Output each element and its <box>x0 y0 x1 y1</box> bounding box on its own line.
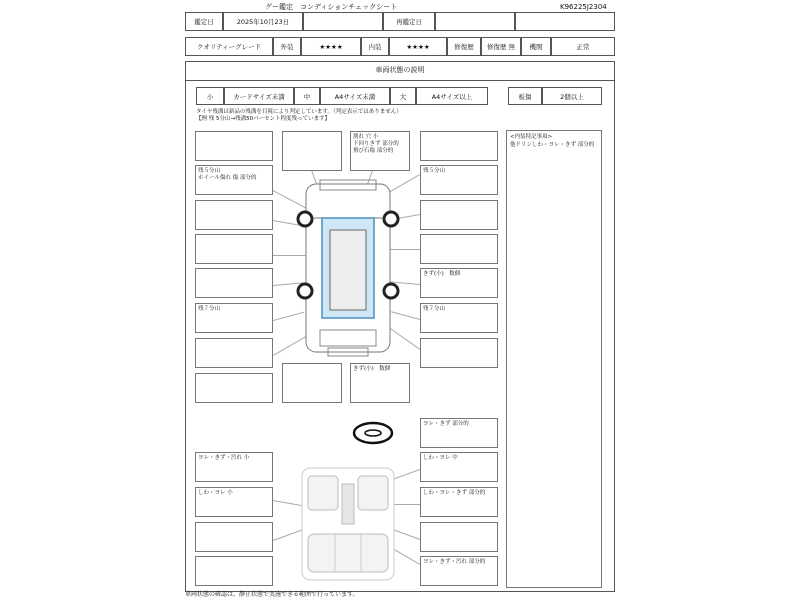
exterior-label: 外装 <box>273 37 301 56</box>
interior-box-left-4 <box>195 556 273 586</box>
interior-box-left-1 <box>195 452 273 482</box>
damage-note: 残７分山 <box>423 306 446 312</box>
sheet-code: K96225J2304 <box>560 3 607 11</box>
damage-note: 残５分山 <box>423 168 446 174</box>
legend-small: 小 <box>196 87 224 105</box>
tire-legend <box>508 87 602 105</box>
sheet-title: グー鑑定 コンディションチェックシート <box>265 3 398 11</box>
interior-notes-title: <内装特記事項> <box>510 134 553 140</box>
date-blank <box>303 12 383 31</box>
interior-box-right-4 <box>420 522 498 552</box>
steering-wheel-icon <box>352 421 394 445</box>
interior-box-right-2 <box>420 452 498 482</box>
damage-box-left-7 <box>195 338 273 368</box>
tire-label: 板傷 <box>508 87 542 105</box>
note-line-1: タイヤ残溝は新品の残溝を目視により判定しています。（判定表示ではありません） <box>196 109 402 115</box>
interior-notes-text: 他ドリンしわ・ヨレ・きず 部分的 <box>510 142 595 148</box>
legend-medium: 中 <box>294 87 320 105</box>
damage-box-left-2 <box>195 165 273 195</box>
rear-right-wheel-icon <box>382 282 400 300</box>
damage-note: ヨレ・きず 部分的 <box>423 421 469 427</box>
damage-box-bottom-right <box>350 363 410 403</box>
interior-notes-panel <box>506 130 602 588</box>
damage-box-right-3 <box>420 200 498 230</box>
legend-large: 大 <box>390 87 416 105</box>
meter-value: 正常 <box>551 37 615 56</box>
date-label: 鑑定日 <box>185 12 223 31</box>
damage-box-right-6 <box>420 303 498 333</box>
damage-note: きず(小) 数個 <box>423 271 461 277</box>
recheck-value <box>435 12 515 31</box>
interior-label: 内装 <box>361 37 389 56</box>
interior-box-right-1 <box>420 418 498 448</box>
grade-label: クオリティーグレード <box>185 37 273 56</box>
grade-row <box>185 37 615 56</box>
date-value: 2025年10月23日 <box>223 12 303 31</box>
car-exterior-diagram <box>292 178 404 358</box>
date-row <box>185 12 615 31</box>
meter-label: 機関 <box>521 37 551 56</box>
front-left-wheel-icon <box>296 210 314 228</box>
damage-note: しわ・ヨレ・きず 部分的 <box>423 490 486 496</box>
damage-note: 割れ 穴 小 下回りきず 部分的 飛び石傷 部分的 <box>353 134 399 154</box>
damage-box-bottom-left <box>282 363 342 403</box>
damage-box-right-4 <box>420 234 498 264</box>
car-interior-diagram <box>296 462 400 586</box>
legend-large-desc: A4サイズ以上 <box>416 87 488 105</box>
interior-value: ★★★★ <box>389 37 447 56</box>
size-legend <box>196 87 488 105</box>
front-right-wheel-icon <box>382 210 400 228</box>
damage-note: ヨレ・きず・汚れ 部分的 <box>423 559 486 565</box>
damage-box-left-4 <box>195 234 273 264</box>
damage-note: しわ・ヨレ 小 <box>198 490 233 496</box>
recheck-label: 再鑑定日 <box>383 12 435 31</box>
damage-box-left-8 <box>195 373 273 403</box>
legend-small-desc: カードサイズ未満 <box>224 87 294 105</box>
damage-box-right-5 <box>420 268 498 298</box>
interior-box-right-3 <box>420 487 498 517</box>
note-line-2: 【例 残 5分山→残溝50パーセント程度残っています】 <box>196 116 330 122</box>
damage-box-left-5 <box>195 268 273 298</box>
damage-note: ヨレ・きず・汚れ 小 <box>198 455 250 461</box>
damage-box-left-1 <box>195 131 273 161</box>
damage-note: 残５分山 ホイール傷れ 傷 部分的 <box>198 168 257 181</box>
damage-note: きず(小) 数個 <box>353 366 391 372</box>
legend-medium-desc: A4サイズ未満 <box>320 87 390 105</box>
recheck-blank <box>515 12 615 31</box>
damage-box-top-right <box>350 131 410 171</box>
exterior-value: ★★★★ <box>301 37 361 56</box>
damage-box-left-6 <box>195 303 273 333</box>
damage-box-right-2 <box>420 165 498 195</box>
damage-box-left-3 <box>195 200 273 230</box>
damage-box-top-left <box>282 131 342 171</box>
footer-note: 車両状態の確認は、静止状態で実施できる範囲で行っています。 <box>185 591 359 598</box>
interior-box-left-3 <box>195 522 273 552</box>
rear-left-wheel-icon <box>296 282 314 300</box>
section-header <box>185 61 615 81</box>
section-title: 車両状態の説明 <box>375 66 425 75</box>
tire-value: 2個以上 <box>542 87 602 105</box>
repair-value: 修復歴 無 <box>481 37 521 56</box>
repair-label: 修復歴 <box>447 37 481 56</box>
interior-box-left-2 <box>195 487 273 517</box>
damage-box-right-7 <box>420 338 498 368</box>
interior-box-right-5 <box>420 556 498 586</box>
damage-note: しわ・ヨレ 中 <box>423 455 458 461</box>
damage-note: 残７分山 <box>198 306 221 312</box>
damage-box-right-1 <box>420 131 498 161</box>
